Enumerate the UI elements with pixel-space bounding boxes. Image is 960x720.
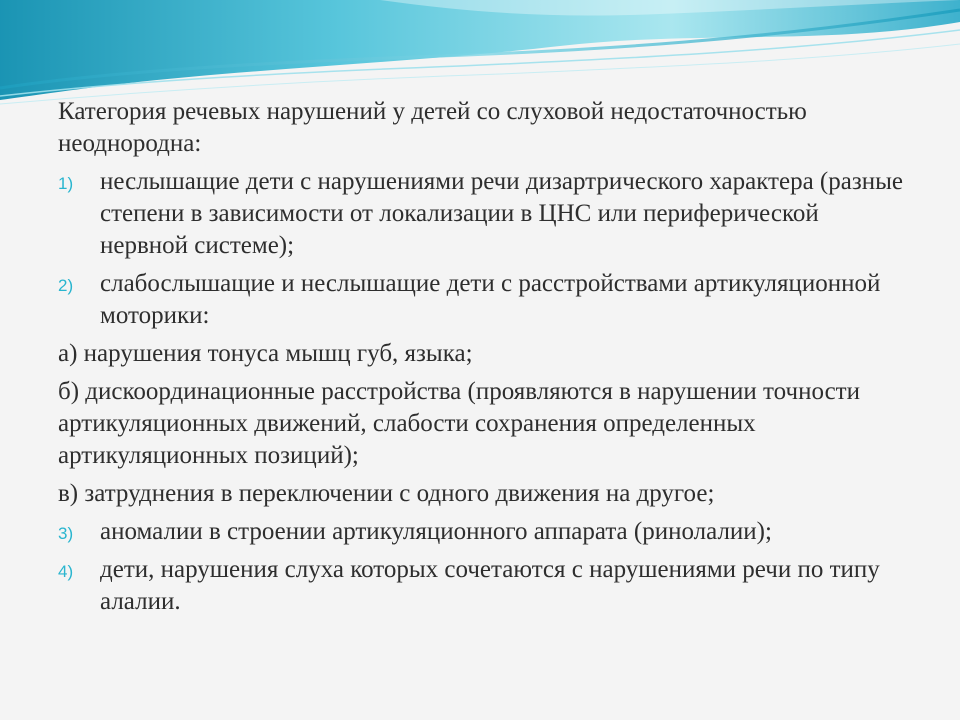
list-item-text: неслышащие дети с нарушениями речи дизартрического характера (разные степени в зависимости от локализации в ЦНС или периферической нервной системе); bbox=[100, 168, 903, 259]
subitem-b: б) дискоординационные расстройства (проявляются в нарушении точности артикуляционных движений, слабости сохранения определенных артикуляционных позиций); bbox=[58, 378, 860, 469]
list-item-text: дети, нарушения слуха которых сочетаются с нарушениями речи по типу алалии. bbox=[100, 556, 880, 615]
subitem-a: а) нарушения тонуса мышц губ, языка; bbox=[58, 340, 473, 367]
list-number: 2) bbox=[58, 276, 74, 295]
slide-content bbox=[58, 96, 908, 624]
subitem-c: в) затруднения в переключении с одного движения на другое; bbox=[58, 480, 715, 507]
list-item-text: аномалии в строении артикуляционного аппарата (ринолалии); bbox=[100, 518, 772, 545]
header-wave-decoration bbox=[0, 0, 960, 110]
list-item-text: слабослышащие и неслышащие дети с расстройствами артикуляционной моторики: bbox=[100, 270, 881, 329]
list-number: 4) bbox=[58, 562, 74, 581]
list-item-2 bbox=[58, 268, 908, 332]
list-item-4 bbox=[58, 554, 908, 618]
list-item-1 bbox=[58, 166, 908, 262]
intro-text: Категория речевых нарушений у детей со слуховой недостаточностью неоднородна: bbox=[58, 98, 807, 157]
list-item-3 bbox=[58, 516, 908, 548]
list-number: 3) bbox=[58, 524, 74, 543]
list-number: 1) bbox=[58, 174, 74, 193]
